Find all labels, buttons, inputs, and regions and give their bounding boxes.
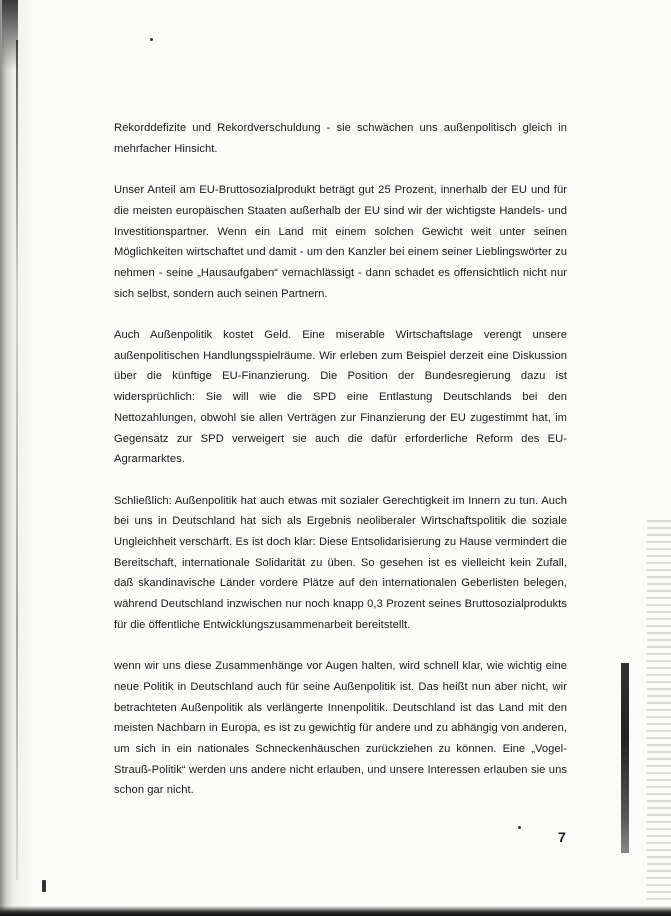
paragraph-2: Unser Anteil am EU-Bruttosozialprodukt beträgt gut 25 Prozent, innerhalb der EU und für die meisten europäischen Staaten außerhalb der EU sind wir der wichtigste Handels- und Investitionspartner. Wenn ein Land mit einem solchen Gewicht weit unter seinen Möglichkeiten wirtschaftet und damit - um den Kanzler bei einem seiner Lieblingswörter zu nehmen - seine „Hausaufgaben“ vernachlässigt - dann schadet es offensichtlich nicht nur sich selbst, sondern auch seinen Partnern. [114, 184, 567, 300]
paragraph-4: Schließlich: Außenpolitik hat auch etwas mit sozialer Gerechtigkeit im Innern zu tun. Auch bei uns in Deutschland hat sich als Ergebnis neoliberaler Wirtschaftspolitik die soziale Ungleichheit verschärft. Es ist doch klar: Diese Entsolidarisierung zu Hause vermindert die Bereitschaft, internationale Solidarität zu üben. So gesehen ist es vielleicht kein Zufall, daß skandinavische Länder vordere Plätze auf den internationalen Geberlisten belegen, während Deutschland inzwischen nur noch knapp 0,3 Prozent seines Bruttosozialprodukts für die öffentliche Entwicklungszusammenarbeit bereitstellt. [114, 494, 567, 631]
scan-binding-line [16, 40, 18, 880]
paragraph-1: Rekorddefizite und Rekordverschuldung - sie schwächen uns außenpolitisch gleich in mehrfacher Hinsicht. [114, 122, 567, 155]
scan-right-noise [647, 520, 671, 900]
scan-speck [42, 880, 46, 892]
scan-speck [150, 38, 153, 41]
scan-bottom-edge [0, 906, 671, 916]
scan-right-bar [621, 663, 629, 853]
scan-speck [518, 826, 521, 829]
paragraph-3: Auch Außenpolitik kostet Geld. Eine miserable Wirtschaftslage verengt unsere außenpolitischen Handlungsspielräume. Wir erleben zum Beispiel derzeit eine Diskussion über die künftige EU-Finanzierung. Die Position der Bundesregierung dazu ist widersprüchlich: Sie will wie die SPD eine Entlastung Deutschlands bei den Nettozahlungen, obwohl sie allen Verträgen zur Finanzierung der EU zugestimmt hat, im Gegensatz zur SPD verweigert sie auch die dafür erforderliche Reform des EU-Agrarmarktes. [114, 329, 567, 466]
paragraph-5: wenn wir uns diese Zusammenhänge vor Augen halten, wird schnell klar, wie wichtig eine neue Politik in Deutschland auch für seine Außenpolitik ist. Das heißt nun aber nicht, wir betrachteten Außenpolitik als verlängerte Innenpolitik. Deutschland ist das Land mit den meisten Nachbarn in Europa, es ist zu gewichtig für andere und zu abhängig von anderen, um sich in ein nationales Schneckenhäuschen zurückziehen zu können. Eine „Vogel-Strauß-Politik“ werden uns andere nicht erlauben, und unsere Interessen erlauben sie uns schon gar nicht. [114, 660, 567, 797]
body-text [114, 118, 567, 801]
page-number: 7 [558, 829, 566, 845]
